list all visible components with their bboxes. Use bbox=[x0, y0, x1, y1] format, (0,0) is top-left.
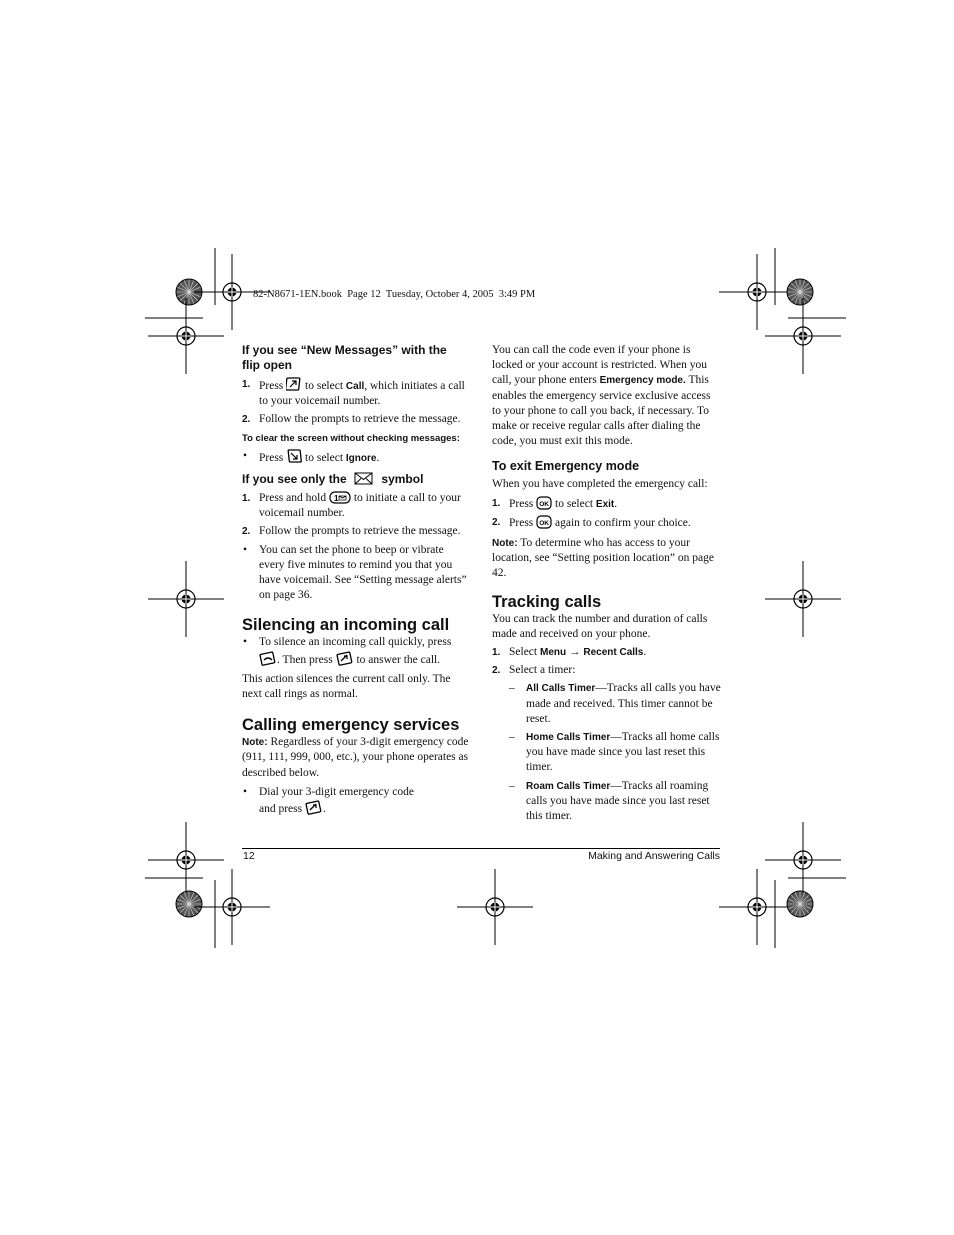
emergency-note bbox=[242, 735, 472, 781]
step-text: Press and hold bbox=[259, 492, 327, 505]
section-voicemail-symbol-title bbox=[242, 472, 472, 487]
paragraph-text: You can call the code even if your phone is locked or your account is restricted. When you call, your phone enters bbox=[492, 344, 708, 387]
list-item bbox=[242, 491, 472, 521]
step-text: to select bbox=[305, 380, 344, 392]
step-text: —Tracks all calls you have made and received. This timer cannot be reset. bbox=[526, 682, 721, 725]
step-text: . bbox=[614, 497, 618, 510]
step-text: . bbox=[643, 646, 647, 659]
svg-text:1: 1 bbox=[333, 494, 339, 504]
left-column bbox=[242, 343, 472, 817]
svg-text:OK: OK bbox=[539, 519, 550, 527]
step-text: to answer the call. bbox=[356, 653, 441, 666]
tracking-paragraph: You can track the number and duration of calls made and received on your phone. bbox=[492, 612, 708, 640]
list-item bbox=[242, 377, 472, 409]
step-text: to select bbox=[555, 497, 594, 510]
step-text: . bbox=[376, 451, 380, 464]
list-item bbox=[242, 449, 472, 466]
step-text: Follow the prompts to retrieve the message. bbox=[259, 525, 461, 538]
bullet-icon: • bbox=[243, 785, 248, 798]
right-softkey-icon bbox=[286, 449, 302, 464]
list-item bbox=[492, 730, 722, 776]
list-item bbox=[242, 785, 472, 817]
note-label: Note: bbox=[242, 737, 268, 749]
step-text: and press bbox=[259, 803, 303, 816]
step-number: 2. bbox=[242, 414, 251, 426]
dash-marker: – bbox=[509, 779, 515, 792]
step-text: —Tracks all roaming calls you have made since you last reset this timer. bbox=[526, 779, 710, 823]
step-number: 2. bbox=[242, 526, 251, 538]
ok-key-icon bbox=[536, 496, 552, 510]
step-number: 2. bbox=[492, 516, 501, 528]
ui-label-roam-calls-timer: Roam Calls Timer bbox=[526, 780, 611, 792]
end-key-icon bbox=[259, 651, 277, 666]
bullet-icon: • bbox=[243, 636, 248, 649]
list-item bbox=[242, 524, 472, 539]
chapter-title: Making and Answering Calls bbox=[588, 850, 720, 862]
list-item bbox=[492, 663, 722, 678]
step-text: Press bbox=[509, 497, 534, 510]
step-text: You can set the phone to beep or vibrate every five minutes to remind you that you have voicemail. See “Setting message alerts” on page 36. bbox=[259, 543, 467, 602]
arrow-icon: → bbox=[568, 646, 581, 659]
list-item bbox=[242, 412, 472, 427]
step-number: 1. bbox=[492, 497, 501, 509]
footer-rule bbox=[242, 848, 720, 849]
step-text: . Then press bbox=[277, 653, 333, 666]
list-item bbox=[242, 543, 472, 604]
step-text: Follow the prompts to retrieve the message. bbox=[259, 413, 461, 426]
step-number: 1. bbox=[492, 647, 501, 659]
emergency-mode-paragraph bbox=[492, 343, 722, 449]
ui-label-all-calls-timer: All Calls Timer bbox=[526, 683, 596, 695]
list-item bbox=[492, 645, 722, 660]
step-text: to select bbox=[305, 451, 344, 464]
section-new-messages-title: If you see “New Messages” with the flip open bbox=[242, 343, 447, 372]
location-note bbox=[492, 536, 722, 582]
dash-marker: – bbox=[509, 682, 515, 695]
envelope-icon bbox=[354, 472, 374, 485]
send-key-icon bbox=[305, 800, 323, 815]
title-text: If you see only the bbox=[242, 472, 347, 487]
note-text: To determine who has access to your location, see “Setting position location” on page 42. bbox=[492, 537, 714, 580]
list-item bbox=[242, 635, 472, 667]
note-text: Regardless of your 3-digit emergency code (911, 111, 999, 000, etc.), your phone operates as described below. bbox=[242, 736, 469, 779]
ui-label-exit: Exit bbox=[595, 498, 615, 510]
step-text: Press bbox=[259, 380, 284, 392]
emergency-heading: Calling emergency services bbox=[242, 716, 460, 735]
note-label: Note: bbox=[492, 538, 518, 550]
bullet-icon: • bbox=[243, 543, 248, 556]
step-text: —Tracks all home calls you have made since you last reset this timer. bbox=[526, 731, 720, 774]
dash-marker: – bbox=[509, 731, 515, 744]
ok-key-icon bbox=[536, 515, 552, 529]
key-1-voicemail-icon bbox=[329, 491, 351, 504]
step-text: to initiate a call to your voicemail number. bbox=[259, 492, 461, 520]
left-softkey-icon bbox=[286, 377, 302, 392]
ui-label-home-calls-timer: Home Calls Timer bbox=[526, 732, 611, 744]
step-number: 1. bbox=[242, 379, 251, 390]
ui-label-emergency-mode: Emergency mode. bbox=[599, 375, 686, 387]
step-text: Press bbox=[509, 516, 534, 529]
ui-label-ignore: Ignore bbox=[345, 452, 377, 464]
step-text: Select bbox=[509, 646, 538, 659]
tracking-heading: Tracking calls bbox=[492, 592, 602, 611]
title-text: symbol bbox=[381, 472, 424, 487]
paragraph-text: This enables the emergency service exclusive access to your phone to call you back, if necessary. To make or receive regular calls after dialing the code, you must exit this mode. bbox=[492, 374, 711, 448]
step-text: again to confirm your choice. bbox=[555, 516, 691, 529]
list-item bbox=[492, 681, 722, 727]
step-text: . bbox=[323, 803, 326, 816]
ui-label-call: Call bbox=[345, 381, 365, 392]
page-number: 12 bbox=[243, 850, 255, 862]
ui-label-recent-calls: Recent Calls bbox=[583, 647, 644, 659]
file-stamp: 82-N8671-1EN.book Page 12 Tuesday, October 4, 2005 3:49 PM bbox=[253, 289, 536, 300]
list-item bbox=[492, 779, 722, 825]
list-item bbox=[492, 496, 722, 512]
send-key-icon bbox=[336, 651, 354, 666]
step-text: Press bbox=[259, 451, 284, 464]
list-item bbox=[492, 515, 722, 531]
right-column bbox=[492, 343, 722, 824]
step-text: Dial your 3-digit emergency code bbox=[259, 785, 414, 798]
clear-screen-subtitle: To clear the screen without checking messages: bbox=[242, 432, 460, 444]
silencing-heading: Silencing an incoming call bbox=[242, 616, 450, 635]
exit-emergency-title: To exit Emergency mode bbox=[492, 459, 640, 474]
bullet-icon: • bbox=[243, 449, 248, 462]
silencing-paragraph: This action silences the current call only. The next call rings as normal. bbox=[242, 672, 451, 701]
step-number: 1. bbox=[242, 493, 251, 505]
step-text: , which initiates a call to your voicemail number. bbox=[259, 380, 465, 408]
exit-intro: When you have completed the emergency call: bbox=[492, 478, 708, 491]
step-number: 2. bbox=[492, 665, 501, 677]
ui-label-menu: Menu bbox=[539, 647, 567, 659]
svg-text:OK: OK bbox=[539, 500, 550, 508]
step-text: Select a timer: bbox=[509, 664, 576, 677]
step-text: To silence an incoming call quickly, press bbox=[259, 636, 452, 649]
